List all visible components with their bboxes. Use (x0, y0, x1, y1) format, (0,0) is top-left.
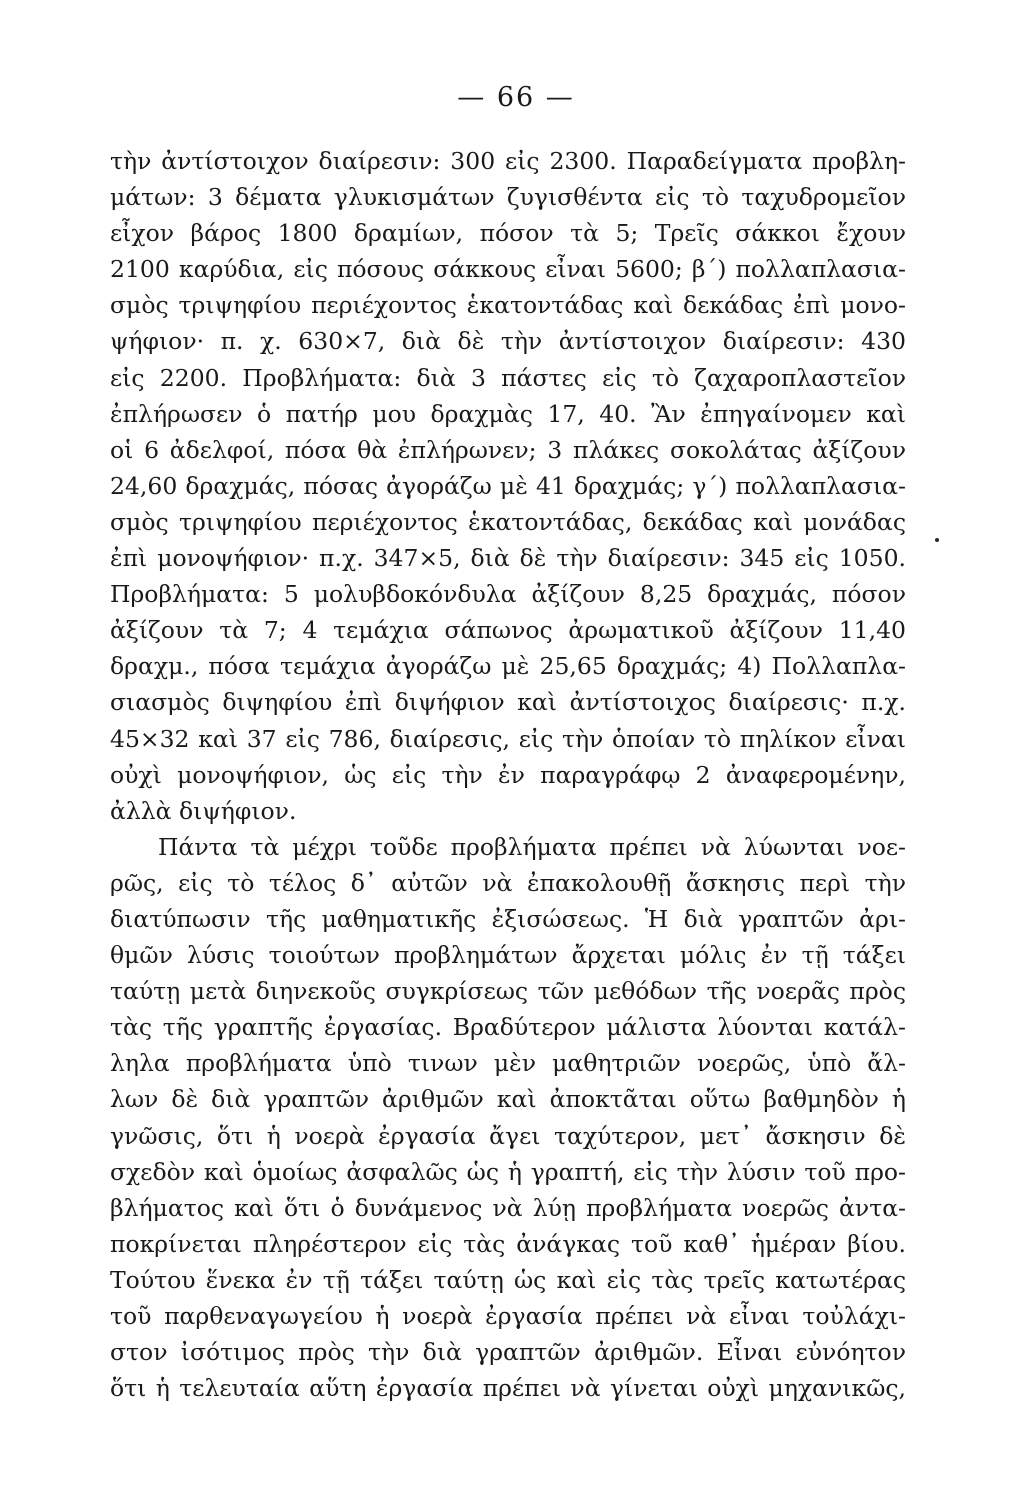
text-line: ταύτῃ μετὰ διηνεκοῦς συγκρίσεως τῶν μεθόδων τῆς νοερᾶς πρὸς (110, 977, 906, 1006)
page-number: — 66 — (457, 82, 575, 113)
text-line: σχεδὸν καὶ ὁμοίως ἀσφαλῶς ὡς ἡ γραπτή, εἰς τὴν λύσιν τοῦ προ- (110, 1157, 906, 1186)
text-line: σμὸς τριψηφίου περιέχοντος ἑκατοντάδας καὶ δεκάδας ἐπὶ μονο- (110, 291, 906, 320)
text-line: ληλα προβλήματα ὑπὸ τινων μὲν μαθητριῶν νοερῶς, ὑπὸ ἄλ- (110, 1049, 906, 1078)
text-line: 45×32 καὶ 37 εἰς 786, διαίρεσις, εἰς τὴν ὁποίαν τὸ πηλίκον εἶναι (110, 724, 906, 753)
text-line: ἐπὶ μονοψήφιον· π.χ. 347×5, διὰ δὲ τὴν διαίρεσιν: 345 εἰς 1050. (110, 544, 906, 573)
text-line-paragraph-end: ἀλλὰ διψήφιον. (110, 796, 297, 825)
ink-speck (935, 538, 939, 542)
text-line: βλήματος καὶ ὅτι ὁ δυνάμενος νὰ λύῃ προβλήματα νοερῶς ἀντα- (110, 1193, 906, 1222)
text-line: δραχμ., πόσα τεμάχια ἀγοράζω μὲ 25,65 δραχμάς; 4) Πολλαπλα- (110, 652, 906, 681)
text-line: στον ἰσότιμος πρὸς τὴν διὰ γραπτῶν ἀριθμῶν. Εἶναι εὐνόητον (110, 1338, 906, 1367)
text-line: σιασμὸς διψηφίου ἐπὶ διψήφιον καὶ ἀντίστοιχος διαίρεσις· π.χ. (110, 688, 906, 717)
text-line: ποκρίνεται πληρέστερον εἰς τὰς ἀνάγκας τοῦ καθ᾽ ἡμέραν βίου. (110, 1229, 906, 1258)
text-line: 24,60 δραχμάς, πόσας ἀγοράζω μὲ 41 δραχμάς; γ΄) πολλαπλασια- (110, 471, 906, 500)
text-line: γνῶσις, ὅτι ἡ νοερὰ ἐργασία ἄγει ταχύτερον, μετ᾽ ἄσκησιν δὲ (110, 1121, 906, 1150)
text-line: λων δὲ διὰ γραπτῶν ἀριθμῶν καὶ ἀποκτᾶται οὕτω βαθμηδὸν ἡ (110, 1085, 906, 1114)
text-line: μάτων: 3 δέματα γλυκισμάτων ζυγισθέντα εἰς τὸ ταχυδρομεῖον (110, 183, 906, 212)
text-line: διατύπωσιν τῆς μαθηματικῆς ἐξισώσεως. Ἡ διὰ γραπτῶν ἀρι- (110, 904, 906, 933)
text-line: ρῶς, εἰς τὸ τέλος δ᾽ αὐτῶν νὰ ἐπακολουθῇ ἄσκησις περὶ τὴν (110, 868, 906, 897)
text-line-paragraph-start: Πάντα τὰ μέχρι τοῦδε προβλήματα πρέπει νὰ λύωνται νοε- (158, 832, 906, 861)
text-line: θμῶν λύσις τοιούτων προβλημάτων ἄρχεται μόλις ἐν τῇ τάξει (110, 941, 906, 970)
text-line: ἐπλήρωσεν ὁ πατήρ μου δραχμὰς 17, 40. Ἂν ἐπηγαίνομεν καὶ (110, 399, 906, 428)
text-line: τοῦ παρθεναγωγείου ἡ νοερὰ ἐργασία πρέπει νὰ εἶναι τοὐλάχι- (110, 1302, 906, 1330)
text-line: τὴν ἀντίστοιχον διαίρεσιν: 300 εἰς 2300. Παραδείγματα προβλη- (110, 147, 906, 175)
text-line: εἰς 2200. Προβλήματα: διὰ 3 πάστες εἰς τὸ ζαχαροπλαστεῖον (110, 363, 906, 392)
text-line: Προβλήματα: 5 μολυβδοκόνδυλα ἀξίζουν 8,25 δραχμάς, πόσον (110, 580, 906, 609)
text-line: οὐχὶ μονοψήφιον, ὡς εἰς τὴν ἐν παραγράφῳ 2 ἀναφερομένην, (110, 760, 906, 789)
text-line: τὰς τῆς γραπτῆς ἐργασίας. Βραδύτερον μάλιστα λύονται κατάλ- (110, 1013, 906, 1042)
body-text (110, 143, 906, 1406)
text-line: οἱ 6 ἀδελφοί, πόσα θὰ ἐπλήρωνεν; 3 πλάκες σοκολάτας ἀξίζουν (110, 435, 906, 464)
text-line: ψήφιον· π. χ. 630×7, διὰ δὲ τὴν ἀντίστοιχον διαίρεσιν: 430 (110, 327, 906, 356)
text-line: 2100 καρύδια, εἰς πόσους σάκκους εἶναι 5600; β΄) πολλαπλασια- (110, 255, 906, 284)
text-line: ὅτι ἡ τελευταία αὕτη ἐργασία πρέπει νὰ γίνεται οὐχὶ μηχανικῶς, (110, 1374, 906, 1403)
text-line: εἶχον βάρος 1800 δραμίων, πόσον τὰ 5; Τρεῖς σάκκοι ἔχουν (110, 219, 906, 248)
text-line: ἀξίζουν τὰ 7; 4 τεμάχια σάπωνος ἀρωματικοῦ ἀξίζουν 11,40 (110, 616, 906, 645)
text-line: σμὸς τριψηφίου περιέχοντος ἑκατοντάδας, δεκάδας καὶ μονάδας (110, 507, 906, 536)
text-line: Τούτου ἕνεκα ἐν τῇ τάξει ταύτῃ ὡς καὶ εἰς τὰς τρεῖς κατωτέρας (110, 1265, 906, 1294)
